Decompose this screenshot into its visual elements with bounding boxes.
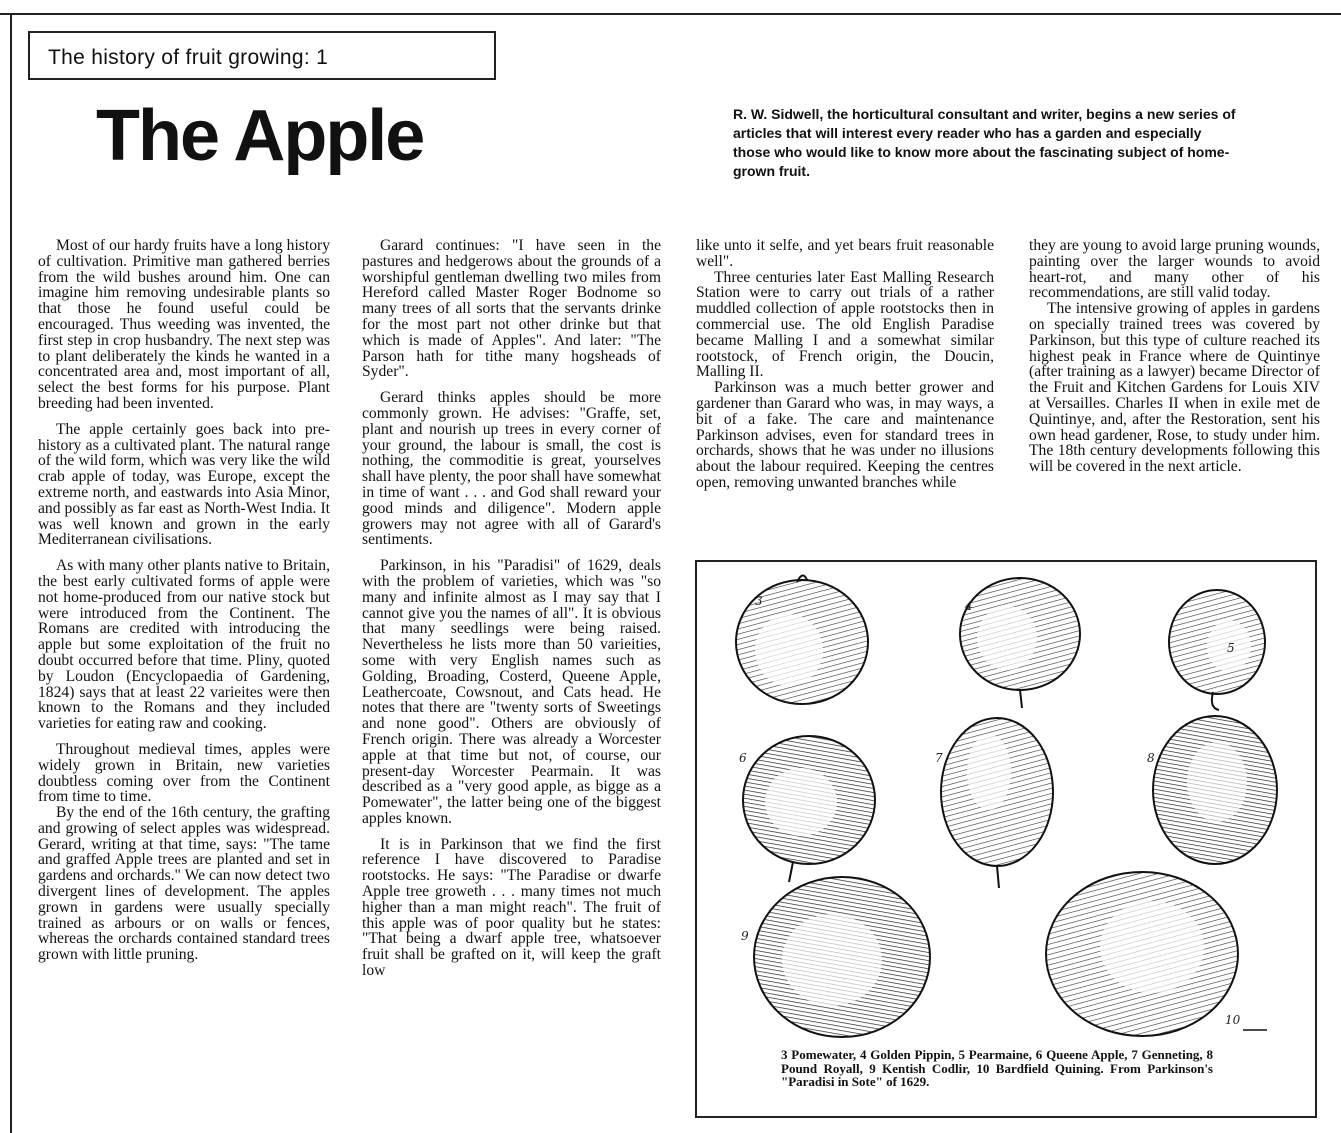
paragraph: they are young to avoid large pruning wounds, painting over the larger wounds to avoid heart-rot, and many other of his recommendations, are still valid today.: [1029, 237, 1320, 302]
paragraph: Parkinson was a much better grower and gardener than Garard who was, in may ways, a bit of a fake. The care and maintenance Parkinson advises, even for standard trees in orchards, shows that he was under no illusions about the labour required. Keeping the centres open, removing unwanted branches while: [696, 379, 994, 491]
apple-5-engraving: [1169, 590, 1265, 710]
standfirst: R. W. Sidwell, the horticultural consultant and writer, begins a new series of articles that will interest every reader who has a garden and especially those who would like to know more about the fascinating subject of home-grown fruit.: [733, 106, 1236, 179]
paragraph: Parkinson, in his "Paradisi" of 1629, deals with the problem of varieties, which was "so many and infinite almost as I may say that I cannot give you the names of all". It is obvious that many seedlings were being raised. Nevertheless he lists more than 50 varieities, some with very English names such as Golding, Broading, Costerd, Queene Apple, Leathercoate, Cowsnout, and Cats head. He notes that there are "twenty sorts of Sweetings and none good". Others are obviously of French origin. There was already a Worcester apple at that time but not, of course, our present-day Worcester Pearmain. It was described as a "very good apple, as bigge as a Pomewater", the latter being one of the biggest apples known.: [362, 557, 661, 827]
paragraph: Throughout medieval times, apples were widely grown in Britain, new varieties doubtless coming over from the Continent from time to time.: [38, 740, 330, 806]
paragraph: Garard continues: "I have seen in the pastures and hedgerows about the grounds of a worshipful gentleman dwelling two miles from Hereford called Master Roger Bodnome so many trees of all sorts that the servants drinke for the most part not other drinke but that which is made of Apples". And later: "The Parson hath for tithe many hogsheads of Syder".: [362, 237, 661, 381]
apple-10-engraving: [1046, 872, 1267, 1036]
paragraph: It is in Parkinson that we find the first reference I have discovered to Paradise rootstocks. He says: "The Paradise or dwarfe Apple tree groweth . . . many times not much higher than a man might reach". The fruit of this apple was of poor quality but he states: "That being a dwarf apple tree, whatsoever fruit shall be grafted on it, will keep the graft low: [362, 835, 661, 980]
apple-8-engraving: [1153, 716, 1277, 864]
paragraph: The intensive growing of apples in gardens on specially trained trees was covered by Parkinson, but this type of culture reached its highest peak in France where de Quintinye (after training as a lawyer) became Director of the Fruit and Kitchen Gardens for Louis XIV at Versailles. Charles II when in exile met de Quintinye, and, after the Restoration, sent his own head gardener, Rose, to study under him. The 18th century developments following this will be covered in the next article.: [1029, 300, 1320, 476]
apple-7-engraving: [941, 718, 1053, 888]
figure-caption: 3 Pomewater, 4 Golden Pippin, 5 Pearmaine, 6 Queene Apple, 7 Genneting, 8 Pound Royall, 9 Kentish Codlir, 10 Bardfield Quining. From Parkinson's "Paradisi in Sote" of 1629.: [781, 1047, 1213, 1089]
figure-number-5: 5: [1227, 641, 1235, 655]
paragraph: Three centuries later East Malling Research Station were to carry out trials of a rather muddled collection of apple rootstocks then in commercial use. The old English Paradise became Malling I and a somewhat similar rootstock, of French origin, the Doucin, Malling II.: [696, 268, 994, 381]
figure-number-8: 8: [1147, 751, 1155, 765]
paragraph: The apple certainly goes back into pre-history as a cultivated plant. The natural range of the wild form, which was very like the wild crab apple of today, was Europe, except the extreme north, and eastwards into Asia Minor, and possibly as far east as North-West India. It was well known and grown in the early Mediterranean civilisations.: [38, 420, 330, 549]
paragraph: Gerard thinks apples should be more commonly grown. He advises: "Graffe, set, plant and nourish up trees in every corner of your ground, the labour is small, the cost is nothing, the commoditie is great, yourselves shall have plenty, the poor shall have somewhat in time of want . . . and God shall reward your good minds and diligence". Modern apple growers may not agree with all of Garard's sentiments.: [362, 389, 661, 549]
series-label: The history of fruit growing: 1: [28, 31, 496, 80]
figure-number-4: 4: [965, 599, 973, 613]
paragraph: Most of our hardy fruits have a long history of cultivation. Primitive man gathered berries from the wild bushes around him. One can imagine him removing undesirable plants so that those he found useful could be encouraged. Thus weeding was invented, the first step in crop husbandry. The next step was to plant deliberately the kinds he wanted in a concentrated area and, most important of all, select the best forms for his purpose. Plant breeding had been invented.: [38, 237, 330, 412]
headline: The Apple: [96, 96, 424, 176]
article-column-2: [362, 238, 661, 989]
paragraph: like unto it selfe, and yet bears fruit reasonable well".: [696, 237, 994, 270]
figure-number-7: 7: [935, 751, 943, 765]
figure-number-3: 3: [755, 594, 763, 608]
article-column-1: [38, 238, 330, 973]
figure-number-9: 9: [741, 929, 749, 943]
paragraph: By the end of the 16th century, the grafting and growing of select apples was widespread. Gerard, writing at that time, says: "The tame and graffed Apple trees are planted and set in gardens and orchards." We can now detect two divergent lines of development. The apples grown in gardens were usually specially trained as arbours or on walls or fences, whereas the orchards contained standard trees grown with little pruning.: [38, 804, 330, 964]
figure-number-6: 6: [739, 751, 747, 765]
apple-9-engraving: [754, 877, 930, 1037]
apple-illustration-figure: [695, 560, 1317, 1118]
article-column-4: [1029, 238, 1320, 475]
top-rule: [0, 13, 1341, 15]
apple-4-engraving: [960, 578, 1080, 708]
apple-6-engraving: [743, 736, 875, 882]
left-rule: [10, 15, 12, 1133]
figure-number-10: 10: [1225, 1013, 1241, 1027]
article-column-3: [696, 238, 994, 491]
paragraph: As with many other plants native to Britain, the best early cultivated forms of apple were not home-produced from our native stock but were introduced from the Continent. The Romans are credited with introducing the apple but some exploitation of the fruit no doubt occurred before that time. Pliny, quoted by Loudon (Encyclopaedia of Gardening, 1824) says that at least 22 varieites were then known to the Romans and they included varieties for eating raw and cooking.: [38, 557, 330, 733]
apple-engravings: [697, 562, 1315, 1116]
